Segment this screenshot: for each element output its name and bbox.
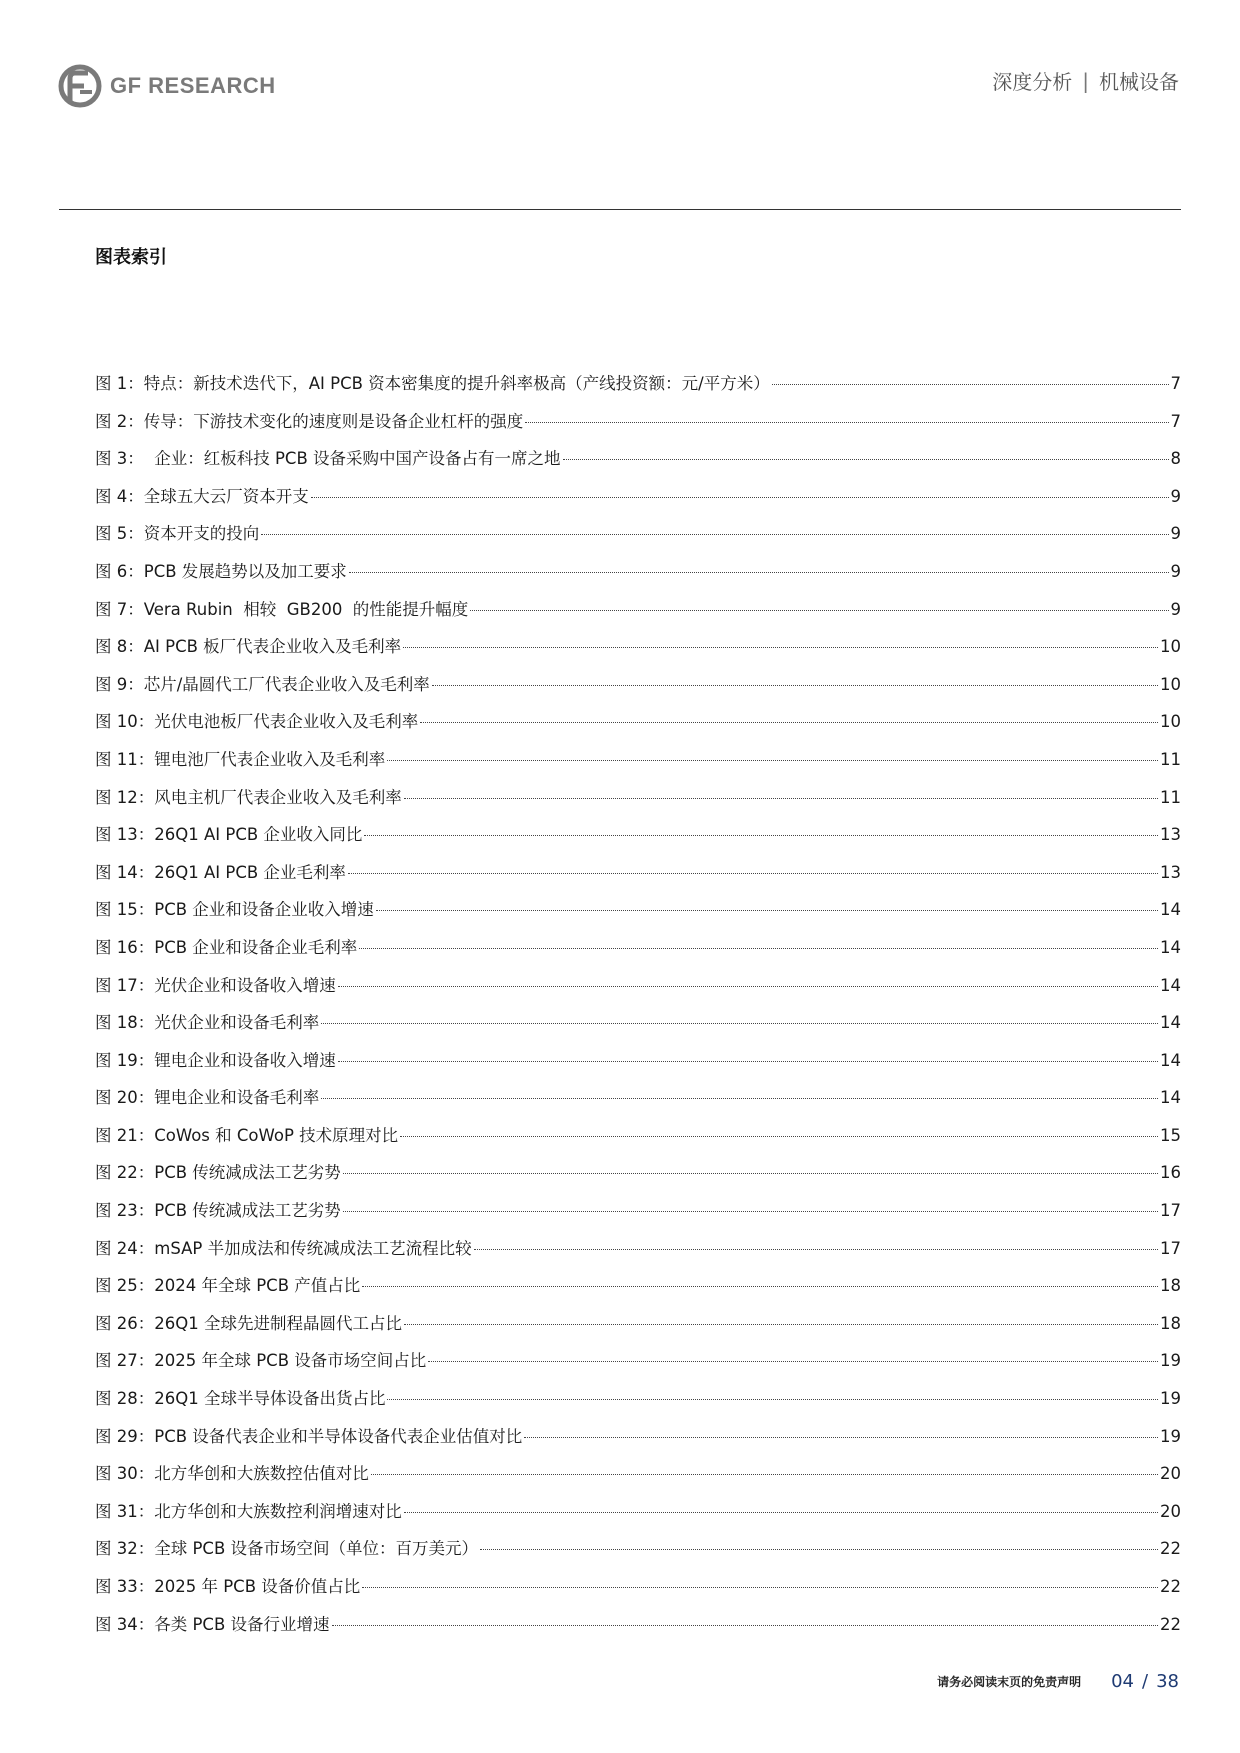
- toc-entry[interactable]: [95, 671, 1181, 709]
- toc-entry[interactable]: [95, 1084, 1181, 1122]
- toc-entry[interactable]: [95, 859, 1181, 897]
- category-separator: |: [1082, 68, 1089, 93]
- toc-entry-label: 图 5：资本开支的投向: [95, 524, 260, 544]
- toc-entry[interactable]: [95, 1122, 1181, 1160]
- toc-leader-dots: [480, 1549, 1158, 1550]
- toc-leader-dots: [332, 1625, 1158, 1626]
- toc-entry[interactable]: [95, 1009, 1181, 1047]
- toc-entry[interactable]: [95, 821, 1181, 859]
- toc-leader-dots: [343, 1173, 1158, 1174]
- page-header: [0, 0, 1240, 215]
- toc-entry-label: 图 3： 企业：红板科技 PCB 设备采购中国产设备占有一席之地: [95, 449, 561, 469]
- toc-entry[interactable]: [95, 1460, 1181, 1498]
- toc-leader-dots: [387, 1399, 1158, 1400]
- toc-entry[interactable]: [95, 1310, 1181, 1348]
- toc-entry-page: 13: [1160, 862, 1181, 882]
- toc-entry-label: 图 7：Vera Rubin 相较 GB200 的性能提升幅度: [95, 599, 469, 619]
- toc-entry-label: 图 33：2025 年 PCB 设备价值占比: [95, 1577, 361, 1596]
- toc-leader-dots: [364, 835, 1158, 836]
- toc-leader-dots: [311, 497, 1169, 498]
- toc-leader-dots: [474, 1249, 1158, 1250]
- toc-entry-page: 9: [1170, 524, 1181, 544]
- toc-leader-dots: [563, 459, 1169, 460]
- toc-leader-dots: [524, 1437, 1158, 1438]
- toc-entry-label: 图 30：北方华创和大族数控估值对比: [95, 1464, 369, 1484]
- toc-entry-page: 14: [1160, 1088, 1181, 1108]
- toc-leader-dots: [321, 1098, 1158, 1099]
- toc-entry-label: 图 16：PCB 企业和设备企业毛利率: [95, 937, 358, 957]
- page-separator: /: [1142, 1671, 1149, 1692]
- toc-entry[interactable]: [95, 934, 1181, 972]
- toc-leader-dots: [404, 798, 1158, 799]
- toc-entry-label: 图 26：26Q1 全球先进制程晶圆代工占比: [95, 1313, 402, 1333]
- toc-leader-dots: [343, 1211, 1158, 1212]
- toc-entry-page: 14: [1160, 975, 1181, 995]
- toc-entry[interactable]: [95, 1498, 1181, 1536]
- gf-research-logo: [58, 64, 276, 108]
- toc-entry-label: 图 31：北方华创和大族数控利润增速对比: [95, 1501, 402, 1521]
- toc-leader-dots: [261, 534, 1168, 535]
- toc-entry[interactable]: [95, 596, 1181, 634]
- toc-entry-page: 19: [1160, 1389, 1181, 1409]
- toc-leader-dots: [338, 1061, 1158, 1062]
- toc-entry[interactable]: [95, 784, 1181, 822]
- toc-entry[interactable]: [95, 1235, 1181, 1273]
- category-label: 深度分析: [992, 70, 1073, 94]
- toc-leader-dots: [420, 722, 1158, 723]
- toc-entry-page: 9: [1170, 486, 1181, 506]
- toc-entry-page: 7: [1170, 374, 1181, 393]
- toc-leader-dots: [428, 1361, 1158, 1362]
- toc-entry-label: 图 14：26Q1 AI PCB 企业毛利率: [95, 862, 346, 882]
- toc-entry[interactable]: [95, 896, 1181, 934]
- page-footer: [937, 1671, 1179, 1692]
- toc-entry-label: 图 29：PCB 设备代表企业和半导体设备代表企业估值对比: [95, 1426, 523, 1446]
- toc-entry-page: 22: [1160, 1577, 1181, 1596]
- header-divider: [59, 209, 1181, 210]
- toc-entry-label: 图 28：26Q1 全球半导体设备出货占比: [95, 1389, 386, 1409]
- toc-entry-page: 17: [1160, 1238, 1181, 1258]
- toc-entry[interactable]: [95, 708, 1181, 746]
- toc-entry-label: 图 34：各类 PCB 设备行业增速: [95, 1614, 330, 1634]
- toc-entry-page: 20: [1160, 1501, 1181, 1521]
- toc-entry-page: 19: [1160, 1351, 1181, 1371]
- toc-entry-page: 22: [1160, 1539, 1181, 1559]
- toc-entry-label: 图 4：全球五大云厂资本开支: [95, 486, 309, 506]
- toc-entry[interactable]: [95, 746, 1181, 784]
- toc-entry-page: 10: [1160, 637, 1181, 657]
- toc-entry-page: 18: [1160, 1276, 1181, 1296]
- toc-entry[interactable]: [95, 1047, 1181, 1085]
- toc-leader-dots: [404, 1324, 1158, 1325]
- toc-entry-page: 11: [1160, 749, 1181, 769]
- toc-entry-label: 图 1：特点：新技术迭代下，AI PCB 资本密集度的提升斜率极高（产线投资额：元/平方米）: [95, 374, 770, 393]
- report-category: [992, 66, 1179, 95]
- toc-entry-page: 7: [1170, 411, 1181, 431]
- toc-entry-label: 图 12：风电主机厂代表企业收入及毛利率: [95, 787, 402, 807]
- toc-entry-page: 10: [1160, 674, 1181, 694]
- toc-entry-page: 8: [1170, 449, 1181, 469]
- toc-entry-label: 图 23：PCB 传统减成法工艺劣势: [95, 1201, 341, 1221]
- toc-leader-dots: [376, 910, 1158, 911]
- toc-entry[interactable]: [95, 370, 1181, 408]
- toc-leader-dots: [359, 948, 1158, 949]
- toc-entry-label: 图 13：26Q1 AI PCB 企业收入同比: [95, 825, 363, 845]
- toc-title: 图表索引: [95, 247, 167, 268]
- toc-entry-page: 20: [1160, 1464, 1181, 1484]
- toc-entry[interactable]: [95, 1611, 1181, 1649]
- toc-entry-label: 图 8：AI PCB 板厂代表企业收入及毛利率: [95, 637, 402, 657]
- toc-leader-dots: [400, 1136, 1158, 1137]
- toc-entry[interactable]: [95, 1573, 1181, 1611]
- toc-leader-dots: [362, 1286, 1158, 1287]
- toc-entry-page: 10: [1160, 712, 1181, 732]
- sector-label: 机械设备: [1099, 70, 1179, 94]
- toc-leader-dots: [387, 760, 1158, 761]
- toc-entry-label: 图 11：锂电池厂代表企业收入及毛利率: [95, 749, 386, 769]
- toc-entry-page: 11: [1160, 787, 1181, 807]
- toc-leader-dots: [404, 1512, 1158, 1513]
- toc-entry-label: 图 2：传导：下游技术变化的速度则是设备企业杠杆的强度: [95, 411, 524, 431]
- toc-entry-label: 图 22：PCB 传统减成法工艺劣势: [95, 1163, 341, 1183]
- toc-leader-dots: [321, 1023, 1158, 1024]
- toc-entry-label: 图 20：锂电企业和设备毛利率: [95, 1088, 320, 1108]
- toc-entry-page: 14: [1160, 937, 1181, 957]
- toc-entry[interactable]: [95, 1423, 1181, 1461]
- toc-leader-dots: [403, 647, 1158, 648]
- logo-text: GF RESEARCH: [110, 73, 276, 98]
- toc-entry-label: 图 6：PCB 发展趋势以及加工要求: [95, 561, 347, 581]
- page-current: 04: [1111, 1671, 1135, 1692]
- toc-leader-dots: [338, 986, 1158, 987]
- toc-entry[interactable]: [95, 1347, 1181, 1385]
- toc-entry-page: 13: [1160, 825, 1181, 845]
- figure-index-list: [95, 370, 1181, 1648]
- gf-logo-icon: [58, 64, 102, 108]
- toc-leader-dots: [362, 1587, 1158, 1588]
- toc-entry-label: 图 18：光伏企业和设备毛利率: [95, 1013, 320, 1033]
- toc-entry-label: 图 10：光伏电池板厂代表企业收入及毛利率: [95, 712, 419, 732]
- toc-entry-label: 图 24：mSAP 半加成法和传统减成法工艺流程比较: [95, 1238, 472, 1258]
- toc-entry-page: 14: [1160, 1013, 1181, 1033]
- toc-leader-dots: [470, 610, 1168, 611]
- toc-entry[interactable]: [95, 1385, 1181, 1423]
- toc-entry[interactable]: [95, 1197, 1181, 1235]
- toc-entry-page: 17: [1160, 1201, 1181, 1221]
- toc-entry-label: 图 25：2024 年全球 PCB 产值占比: [95, 1276, 361, 1296]
- toc-entry[interactable]: [95, 633, 1181, 671]
- toc-leader-dots: [772, 384, 1169, 385]
- toc-entry-label: 图 32：全球 PCB 设备市场空间（单位：百万美元）: [95, 1539, 479, 1559]
- toc-entry[interactable]: [95, 558, 1181, 596]
- toc-entry-label: 图 15：PCB 企业和设备企业收入增速: [95, 900, 374, 920]
- toc-entry[interactable]: [95, 445, 1181, 483]
- toc-entry-label: 图 27：2025 年全球 PCB 设备市场空间占比: [95, 1351, 427, 1371]
- toc-entry-label: 图 17：光伏企业和设备收入增速: [95, 975, 336, 995]
- toc-entry[interactable]: [95, 1272, 1181, 1310]
- toc-entry-page: 19: [1160, 1426, 1181, 1446]
- toc-entry[interactable]: [95, 520, 1181, 558]
- toc-entry[interactable]: [95, 408, 1181, 446]
- toc-leader-dots: [525, 422, 1168, 423]
- toc-entry-label: 图 19：锂电企业和设备收入增速: [95, 1050, 336, 1070]
- page-total: 38: [1156, 1671, 1179, 1692]
- toc-leader-dots: [348, 873, 1158, 874]
- toc-entry[interactable]: [95, 1535, 1181, 1573]
- toc-entry[interactable]: [95, 483, 1181, 521]
- toc-entry-label: 图 21：CoWos 和 CoWoP 技术原理对比: [95, 1125, 399, 1145]
- toc-entry[interactable]: [95, 972, 1181, 1010]
- toc-entry-page: 14: [1160, 1050, 1181, 1070]
- toc-entry-page: 9: [1170, 561, 1181, 581]
- page-number: [1111, 1671, 1179, 1692]
- toc-entry-page: 22: [1160, 1614, 1181, 1634]
- toc-leader-dots: [432, 685, 1158, 686]
- toc-entry[interactable]: [95, 1159, 1181, 1197]
- toc-entry-page: 14: [1160, 900, 1181, 920]
- toc-entry-page: 18: [1160, 1313, 1181, 1333]
- disclaimer-note: 请务必阅读末页的免责声明: [937, 1675, 1082, 1689]
- toc-entry-page: 15: [1160, 1125, 1181, 1145]
- toc-leader-dots: [349, 572, 1169, 573]
- toc-leader-dots: [371, 1474, 1158, 1475]
- toc-entry-label: 图 9：芯片/晶圆代工厂代表企业收入及毛利率: [95, 674, 430, 694]
- toc-entry-page: 16: [1160, 1163, 1181, 1183]
- toc-entry-page: 9: [1170, 599, 1181, 619]
